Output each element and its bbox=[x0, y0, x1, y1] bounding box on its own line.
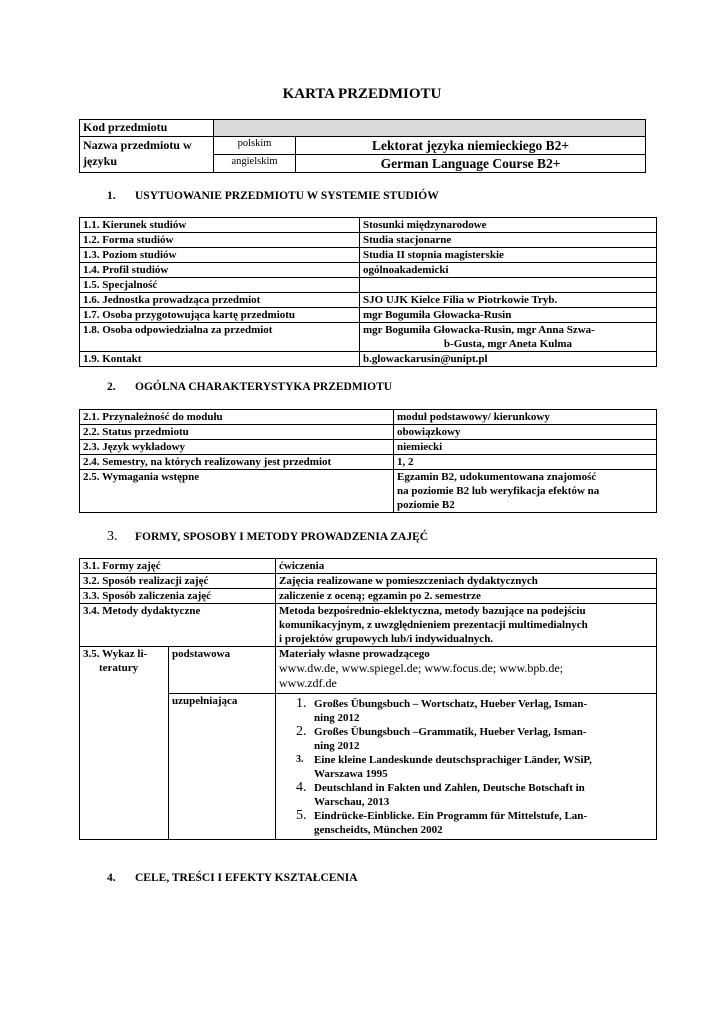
section-4-heading bbox=[107, 872, 358, 884]
section-2-title: OGÓLNA CHARAKTERYSTYKA PRZEDMIOTU bbox=[135, 381, 393, 393]
row-label: 2.4. Semestry, na których realizowany jest przedmiot bbox=[80, 455, 394, 470]
section-4-number: 4. bbox=[107, 872, 116, 884]
supplementary-literature bbox=[276, 694, 657, 840]
table-row bbox=[80, 647, 657, 694]
row-value: moduł podstawowy/ kierunkowy bbox=[394, 410, 657, 425]
item-line-1: Großes Übungsbuch –Grammatik, Hueber Verlag, Isman- bbox=[314, 726, 587, 738]
row-value: niemiecki bbox=[394, 440, 657, 455]
row-label: 1.6. Jednostka prowadząca przedmiot bbox=[80, 293, 360, 308]
contact-email: b.glowackarusin@unipt.pl bbox=[360, 352, 657, 367]
section-3-heading bbox=[107, 529, 428, 545]
table-row bbox=[80, 293, 657, 308]
item-number: 1. bbox=[296, 696, 307, 711]
table-row bbox=[80, 263, 657, 278]
row-label: 2.2. Status przedmiotu bbox=[80, 425, 394, 440]
item-number: 4. bbox=[296, 780, 307, 795]
literature-label bbox=[80, 647, 169, 840]
table-row bbox=[80, 410, 657, 425]
row-label: 1.1. Kierunek studiów bbox=[80, 218, 360, 233]
row-label: 3.1. Formy zajęć bbox=[80, 559, 276, 574]
row-value: Stosunki międzynarodowe bbox=[360, 218, 657, 233]
lang-pl-label: polskim bbox=[214, 137, 296, 155]
requirements-line-1: Egzamin B2, udokumentowana znajomość bbox=[397, 471, 597, 483]
course-header-table bbox=[79, 119, 646, 173]
literature-label-line-2: teratury bbox=[99, 662, 139, 674]
item-line-2: genscheidts, München 2002 bbox=[314, 824, 443, 836]
responsible-line-2: b-Gusta, mgr Aneta Kulma bbox=[443, 338, 573, 350]
row-value: mgr Bogumiła Głowacka-Rusin bbox=[360, 308, 657, 323]
table-row bbox=[80, 278, 657, 293]
methods-line-2: komunikacyjnym, z uwzględnieniem prezentacji multimedialnych bbox=[279, 619, 588, 631]
basic-line-2: www.dw.de, www.spiegel.de; www.focus.de; www.bpb.de; bbox=[279, 661, 564, 675]
table-row bbox=[80, 308, 657, 323]
table-row bbox=[80, 233, 657, 248]
row-label: 1.4. Profil studiów bbox=[80, 263, 360, 278]
row-value bbox=[360, 323, 657, 352]
basic-literature bbox=[276, 647, 657, 694]
literature-label-line-1: 3.5. Wykaz li- bbox=[83, 648, 148, 660]
table-row bbox=[80, 352, 657, 367]
row-value: Studia stacjonarne bbox=[360, 233, 657, 248]
row-label: 1.3. Poziom studiów bbox=[80, 248, 360, 263]
item-line-2: ning 2012 bbox=[314, 712, 360, 724]
row-value bbox=[360, 278, 657, 293]
row-label: 2.3. Język wykładowy bbox=[80, 440, 394, 455]
row-label: 2.1. Przynależność do modułu bbox=[80, 410, 394, 425]
lang-en-label: angielskim bbox=[214, 155, 296, 173]
row-value: Zajęcia realizowane w pomieszczeniach dydaktycznych bbox=[276, 574, 657, 589]
row-value bbox=[276, 604, 657, 647]
row-value: zaliczenie z oceną; egzamin po 2. semestrze bbox=[276, 589, 657, 604]
section-3-number: 3. bbox=[107, 529, 118, 544]
section-4-title: CELE, TREŚCI I EFEKTY KSZTAŁCENIA bbox=[135, 872, 358, 884]
course-name-label: Nazwa przedmiotu w języku bbox=[80, 137, 214, 173]
item-line-2: Warschau, 2013 bbox=[314, 796, 390, 808]
list-item bbox=[296, 809, 653, 837]
row-label: 2.5. Wymagania wstępne bbox=[80, 470, 394, 513]
table-row bbox=[80, 425, 657, 440]
item-line-1: Großes Übungsbuch – Wortschatz, Hueber Verlag, Isman- bbox=[314, 698, 588, 710]
item-line-1: Eine kleine Landeskunde deutschsprachiger Länder, WSiP, bbox=[314, 754, 592, 766]
row-label: 1.7. Osoba przygotowująca kartę przedmiotu bbox=[80, 308, 360, 323]
item-number: 5. bbox=[296, 808, 307, 823]
table-row bbox=[80, 559, 657, 574]
page-title: KARTA PRZEDMIOTU bbox=[282, 86, 442, 102]
section-1-heading bbox=[107, 190, 439, 202]
course-code-value bbox=[214, 120, 646, 137]
item-line-1: Deutschland in Fakten und Zahlen, Deutsche Botschaft in bbox=[314, 782, 585, 794]
basic-line-3: www.zdf.de bbox=[279, 676, 337, 690]
item-number: 2. bbox=[296, 724, 307, 739]
row-label: 3.2. Sposób realizacji zajęć bbox=[80, 574, 276, 589]
basic-literature-label: podstawowa bbox=[169, 647, 276, 694]
row-label: 1.9. Kontakt bbox=[80, 352, 360, 367]
section-1-number: 1. bbox=[107, 190, 116, 202]
methods-line-3: i projektów grupowych lub/i indywidualnych. bbox=[279, 633, 494, 645]
item-line-2: Warszawa 1995 bbox=[314, 768, 388, 780]
section-2-number: 2. bbox=[107, 381, 116, 393]
table-row bbox=[80, 218, 657, 233]
row-label: 1.5. Specjalność bbox=[80, 278, 360, 293]
table-row bbox=[80, 455, 657, 470]
table-row bbox=[80, 470, 657, 513]
list-item bbox=[296, 697, 653, 725]
row-value bbox=[394, 470, 657, 513]
row-value: Studia II stopnia magisterskie bbox=[360, 248, 657, 263]
list-item bbox=[296, 725, 653, 753]
list-item bbox=[296, 753, 653, 781]
item-line-2: ning 2012 bbox=[314, 740, 360, 752]
course-name-en: German Language Course B2+ bbox=[296, 155, 646, 173]
row-value: ogólnoakademicki bbox=[360, 263, 657, 278]
table-row bbox=[80, 589, 657, 604]
section-3-title: FORMY, SPOSOBY I METODY PROWADZENIA ZAJĘĆ bbox=[135, 531, 429, 543]
table-row bbox=[80, 248, 657, 263]
section-2-heading bbox=[107, 381, 392, 393]
section-1-table bbox=[79, 217, 657, 367]
table-row bbox=[80, 574, 657, 589]
supplementary-literature-label: uzupełniająca bbox=[169, 694, 276, 840]
table-row bbox=[80, 440, 657, 455]
row-value: 1, 2 bbox=[394, 455, 657, 470]
row-label: 3.3. Sposób zaliczenia zajęć bbox=[80, 589, 276, 604]
basic-line-1: Materiały własne prowadzącego bbox=[279, 648, 430, 660]
section-1-title: USYTUOWANIE PRZEDMIOTU W SYSTEMIE STUDIÓW bbox=[135, 190, 439, 202]
requirements-line-3: poziomie B2 bbox=[397, 499, 455, 511]
requirements-line-2: na poziomie B2 lub weryfikacja efektów na bbox=[397, 485, 600, 497]
row-label: 1.2. Forma studiów bbox=[80, 233, 360, 248]
course-code-label: Kod przedmiotu bbox=[80, 120, 214, 137]
table-row bbox=[80, 604, 657, 647]
row-value: obowiązkowy bbox=[394, 425, 657, 440]
list-item bbox=[296, 781, 653, 809]
row-value: SJO UJK Kielce Filia w Piotrkowie Tryb. bbox=[360, 293, 657, 308]
responsible-line-1: mgr Bogumiła Głowacka-Rusin, mgr Anna Szwa- bbox=[363, 324, 595, 336]
row-value: ćwiczenia bbox=[276, 559, 657, 574]
item-number: 3. bbox=[296, 754, 304, 765]
row-label: 1.8. Osoba odpowiedzialna za przedmiot bbox=[80, 323, 360, 352]
item-line-1: Eindrücke-Einblicke. Ein Programm für Mittelstufe, Lan- bbox=[314, 810, 588, 822]
section-2-table bbox=[79, 409, 657, 513]
course-name-pl: Lektorat języka niemieckiego B2+ bbox=[296, 137, 646, 155]
table-row bbox=[80, 323, 657, 352]
row-label: 3.4. Metody dydaktyczne bbox=[80, 604, 276, 647]
methods-line-1: Metoda bezpośrednio-eklektyczna, metody bazujące na podejściu bbox=[279, 605, 586, 617]
section-3-table bbox=[79, 558, 657, 840]
